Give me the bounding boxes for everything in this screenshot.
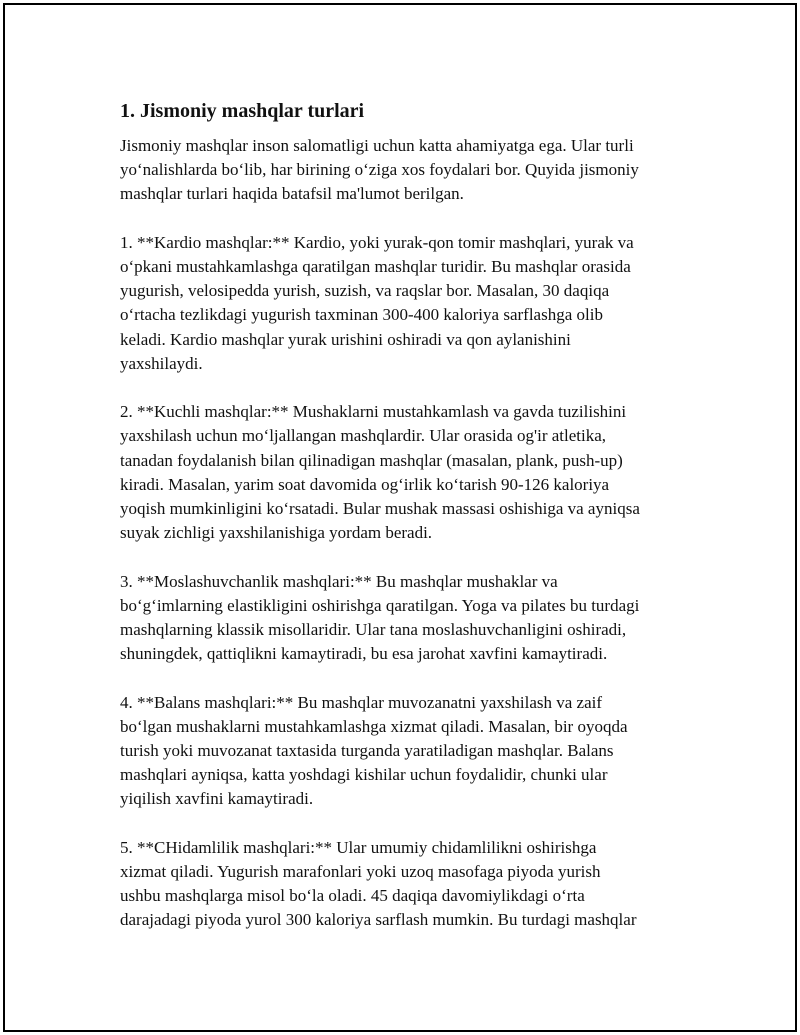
text-line: 2. **Kuchli mashqlar:** Mushaklarni mustahkamlash va gavda tuzilishini: [120, 402, 627, 422]
text-line: 5. **CHidamlilik mashqlari:** Ular umumiy chidamlilikni oshirishga: [120, 837, 597, 857]
text-line: shuningdek, qattiqlikni kamaytiradi, bu esa jarohat xavfini kamaytiradi.: [120, 644, 608, 664]
text-line: o‘pkani mustahkamlashga qaratilgan mashqlar turidir. Bu mashqlar orasida: [120, 257, 631, 276]
text-line: mashqlarning klassik misollaridir. Ular tana moslashuvchanligini oshiradi,: [120, 620, 627, 640]
section-heading: 1. Jismoniy mashqlar turlari: [120, 100, 365, 122]
text-line: ushbu mashqlarga misol bo‘la oladi. 45 daqiqa davomiylikdagi o‘rta: [120, 886, 585, 906]
text-line: yoqish mumkinligini ko‘rsatadi. Bular mushak massasi oshishiga va ayniqsa: [120, 499, 640, 519]
text-line: 4. **Balans mashqlari:** Bu mashqlar muvozanatni yaxshilash va zaif: [120, 692, 603, 712]
text-line: bo‘g‘imlarning elastikligini oshirishga qaratilgan. Yoga va pilates bu turdagi: [120, 595, 640, 615]
text-line: mashqlari ayniqsa, katta yoshdagi kishilar uchun foydalidir, chunki ular: [120, 765, 608, 785]
text-line: darajadagi piyoda yurol 300 kaloriya sarflash mumkin. Bu turdagi mashqlar: [120, 910, 637, 930]
text-line: mashqlar turlari haqida batafsil ma'lumot berilgan.: [120, 184, 464, 204]
text-line: suyak zichligi yaxshilanishiga yordam beradi.: [120, 523, 433, 543]
paragraph-flexibility: [120, 570, 690, 667]
document-page: [3, 3, 797, 1032]
paragraph-intro: [120, 134, 690, 207]
text-line: yaxshilash uchun mo‘ljallangan mashqlardir. Ular orasida og'ir atletika,: [120, 426, 607, 446]
text-line: 3. **Moslashuvchanlik mashqlari:** Bu mashqlar mushaklar va: [120, 571, 558, 591]
document-body: [120, 97, 690, 957]
text-line: 1. **Kardio mashqlar:** Kardio, yoki yurak-qon tomir mashqlari, yurak va: [120, 232, 634, 252]
text-line: turish yoki muvozanat taxtasida turganda yaratiladigan mashqlar. Balans: [120, 741, 614, 761]
text-line: xizmat qiladi. Yugurish marafonlari yoki uzoq masofaga piyoda yurish: [120, 862, 601, 882]
paragraph-endurance: [120, 836, 690, 933]
text-line: keladi. Kardio mashqlar yurak urishini oshiradi va qon aylanishini: [120, 329, 571, 349]
text-line: tanadan foydalanish bilan qilinadigan mashqlar (masalan, plank, push-up): [120, 450, 623, 470]
text-line: yugurish, velosipedda yurish, suzish, va raqslar bor. Masalan, 30 daqiqa: [120, 281, 610, 301]
text-line: kiradi. Masalan, yarim soat davomida og‘irlik ko‘tarish 90-126 kaloriya: [120, 474, 610, 494]
text-line: yiqilish xavfini kamaytiradi.: [120, 789, 314, 809]
text-line: yo‘nalishlarda bo‘lib, har birining o‘ziga xos foydalari bor. Quyida jismoniy: [120, 160, 639, 180]
paragraph-cardio: [120, 231, 690, 376]
text-line: o‘rtacha tezlikdagi yugurish taxminan 300-400 kaloriya sarflashga olib: [120, 305, 603, 325]
text-line: bo‘lgan mushaklarni mustahkamlashga xizmat qiladi. Masalan, bir oyoqda: [120, 716, 628, 736]
text-line: yaxshilaydi.: [120, 353, 203, 373]
paragraph-strength: [120, 400, 690, 545]
text-line: Jismoniy mashqlar inson salomatligi uchun katta ahamiyatga ega. Ular turli: [120, 136, 634, 155]
paragraph-balance: [120, 691, 690, 812]
